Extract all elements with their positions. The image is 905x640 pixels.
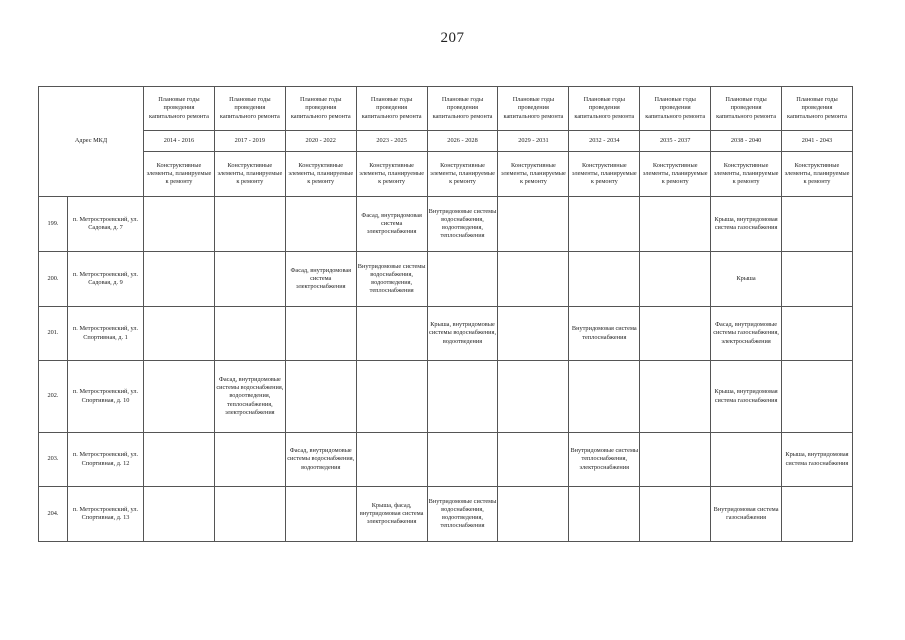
repair-elements-cell: Крыша, внутридомовая система газоснабжения [782, 433, 853, 487]
repair-elements-cell [144, 361, 215, 433]
table-row [39, 197, 853, 252]
repair-elements-cell [782, 487, 853, 542]
period-years-cell: 2017 - 2019 [214, 131, 285, 152]
elements-header-cell: Конструктивные элементы, планируемые к ремонту [356, 152, 427, 197]
repair-elements-cell [498, 433, 569, 487]
row-number: 201. [39, 307, 68, 361]
period-header-cell: Плановые годы проведения капитального ремонта [782, 87, 853, 131]
repair-elements-cell [498, 487, 569, 542]
elements-header-cell: Конструктивные элементы, планируемые к ремонту [782, 152, 853, 197]
row-number: 202. [39, 361, 68, 433]
repair-elements-cell [640, 252, 711, 307]
repair-elements-cell [569, 197, 640, 252]
building-address: п. Метростроевский, ул. Спортивная, д. 13 [68, 487, 144, 542]
repair-elements-cell [782, 307, 853, 361]
period-years-cell: 2041 - 2043 [782, 131, 853, 152]
repair-elements-cell: Внутридомовые системы водоснабжения, водоотведения, теплоснабжения [356, 252, 427, 307]
table-row [39, 487, 853, 542]
repair-elements-cell [498, 252, 569, 307]
header-row-period-title [39, 87, 853, 131]
period-header-cell: Плановые годы проведения капитального ремонта [285, 87, 356, 131]
row-number: 199. [39, 197, 68, 252]
repair-elements-cell [144, 487, 215, 542]
repair-elements-cell [144, 307, 215, 361]
repair-elements-cell [144, 197, 215, 252]
repair-elements-cell [214, 487, 285, 542]
repair-elements-cell [285, 361, 356, 433]
period-years-cell: 2032 - 2034 [569, 131, 640, 152]
period-header-cell: Плановые годы проведения капитального ремонта [711, 87, 782, 131]
repair-elements-cell [214, 252, 285, 307]
table-row [39, 433, 853, 487]
period-years-cell: 2029 - 2031 [498, 131, 569, 152]
period-header-cell: Плановые годы проведения капитального ремонта [427, 87, 498, 131]
repair-elements-cell [498, 361, 569, 433]
row-number: 204. [39, 487, 68, 542]
elements-header-cell: Конструктивные элементы, планируемые к ремонту [285, 152, 356, 197]
repair-elements-cell [214, 197, 285, 252]
elements-header-cell: Конструктивные элементы, планируемые к ремонту [427, 152, 498, 197]
repair-elements-cell: Внутридомовые системы водоснабжения, водоотведения, теплоснабжения [427, 197, 498, 252]
header-row-elements [39, 152, 853, 197]
repair-elements-cell: Внутридомовые системы водоснабжения, водоотведения, теплоснабжения [427, 487, 498, 542]
building-address: п. Метростроевский, ул. Садовая, д. 7 [68, 197, 144, 252]
repair-elements-cell: Фасад, внутридомовые системы водоснабжения, водоотведения, теплоснабжения, электроснабжения [214, 361, 285, 433]
period-header-cell: Плановые годы проведения капитального ремонта [569, 87, 640, 131]
repair-elements-cell: Фасад, внутридомовая система электроснабжения [285, 252, 356, 307]
repair-elements-cell [144, 433, 215, 487]
repair-elements-cell [285, 487, 356, 542]
building-address: п. Метростроевский, ул. Спортивная, д. 1 [68, 307, 144, 361]
repair-elements-cell [427, 252, 498, 307]
elements-header-cell: Конструктивные элементы, планируемые к ремонту [214, 152, 285, 197]
repair-elements-cell [640, 361, 711, 433]
building-address: п. Метростроевский, ул. Садовая, д. 9 [68, 252, 144, 307]
repair-elements-cell [144, 252, 215, 307]
repair-elements-cell [711, 433, 782, 487]
repair-elements-cell [782, 361, 853, 433]
repair-elements-cell [569, 361, 640, 433]
repair-elements-cell [782, 197, 853, 252]
row-number: 203. [39, 433, 68, 487]
repair-elements-cell: Крыша, внутридомовые системы водоснабжения, водоотведения [427, 307, 498, 361]
period-years-cell: 2014 - 2016 [144, 131, 215, 152]
building-address: п. Метростроевский, ул. Спортивная, д. 10 [68, 361, 144, 433]
repair-elements-cell: Фасад, внутридомовые системы газоснабжения, электроснабжения [711, 307, 782, 361]
elements-header-cell: Конструктивные элементы, планируемые к ремонту [569, 152, 640, 197]
address-column-header: Адрес МКД [39, 87, 144, 197]
period-header-cell: Плановые годы проведения капитального ремонта [640, 87, 711, 131]
table-row [39, 252, 853, 307]
elements-header-cell: Конструктивные элементы, планируемые к ремонту [498, 152, 569, 197]
repair-elements-cell [356, 307, 427, 361]
repair-elements-cell [214, 433, 285, 487]
repair-elements-cell [356, 433, 427, 487]
repair-elements-cell [356, 361, 427, 433]
repair-elements-cell: Крыша, фасад, внутридомовая система электроснабжения [356, 487, 427, 542]
period-header-cell: Плановые годы проведения капитального ремонта [498, 87, 569, 131]
building-address: п. Метростроевский, ул. Спортивная, д. 12 [68, 433, 144, 487]
repair-elements-cell: Внутридомовые системы теплоснабжения, электроснабжения [569, 433, 640, 487]
repair-elements-cell [285, 307, 356, 361]
period-years-cell: 2023 - 2025 [356, 131, 427, 152]
page-number: 207 [440, 30, 465, 46]
period-years-cell: 2038 - 2040 [711, 131, 782, 152]
repair-elements-cell [569, 252, 640, 307]
repair-elements-cell [640, 433, 711, 487]
repair-elements-cell: Крыша, внутридомовая система газоснабжения [711, 197, 782, 252]
table-row [39, 361, 853, 433]
elements-header-cell: Конструктивные элементы, планируемые к ремонту [640, 152, 711, 197]
period-header-cell: Плановые годы проведения капитального ремонта [144, 87, 215, 131]
table-row [39, 307, 853, 361]
repair-elements-cell [427, 433, 498, 487]
repair-elements-cell [498, 197, 569, 252]
repair-elements-cell [640, 197, 711, 252]
header-row-years [39, 131, 853, 152]
period-years-cell: 2020 - 2022 [285, 131, 356, 152]
elements-header-cell: Конструктивные элементы, планируемые к ремонту [711, 152, 782, 197]
repair-elements-cell [498, 307, 569, 361]
repair-elements-cell [285, 197, 356, 252]
capital-repair-table [38, 86, 853, 542]
repair-elements-cell: Фасад, внутридомовые системы водоснабжения, водоотведения [285, 433, 356, 487]
repair-elements-cell [640, 487, 711, 542]
repair-elements-cell [782, 252, 853, 307]
repair-elements-cell: Фасад, внутридомовая система электроснабжения [356, 197, 427, 252]
period-years-cell: 2026 - 2028 [427, 131, 498, 152]
row-number: 200. [39, 252, 68, 307]
repair-elements-cell: Внутридомовая система газоснабжения [711, 487, 782, 542]
repair-elements-cell: Внутридомовая система теплоснабжения [569, 307, 640, 361]
repair-elements-cell: Крыша, внутридомовая система газоснабжения [711, 361, 782, 433]
elements-header-cell: Конструктивные элементы, планируемые к ремонту [144, 152, 215, 197]
repair-elements-cell [569, 487, 640, 542]
period-years-cell: 2035 - 2037 [640, 131, 711, 152]
repair-elements-cell: Крыша [711, 252, 782, 307]
repair-elements-cell [214, 307, 285, 361]
period-header-cell: Плановые годы проведения капитального ремонта [214, 87, 285, 131]
repair-elements-cell [640, 307, 711, 361]
period-header-cell: Плановые годы проведения капитального ремонта [356, 87, 427, 131]
repair-elements-cell [427, 361, 498, 433]
